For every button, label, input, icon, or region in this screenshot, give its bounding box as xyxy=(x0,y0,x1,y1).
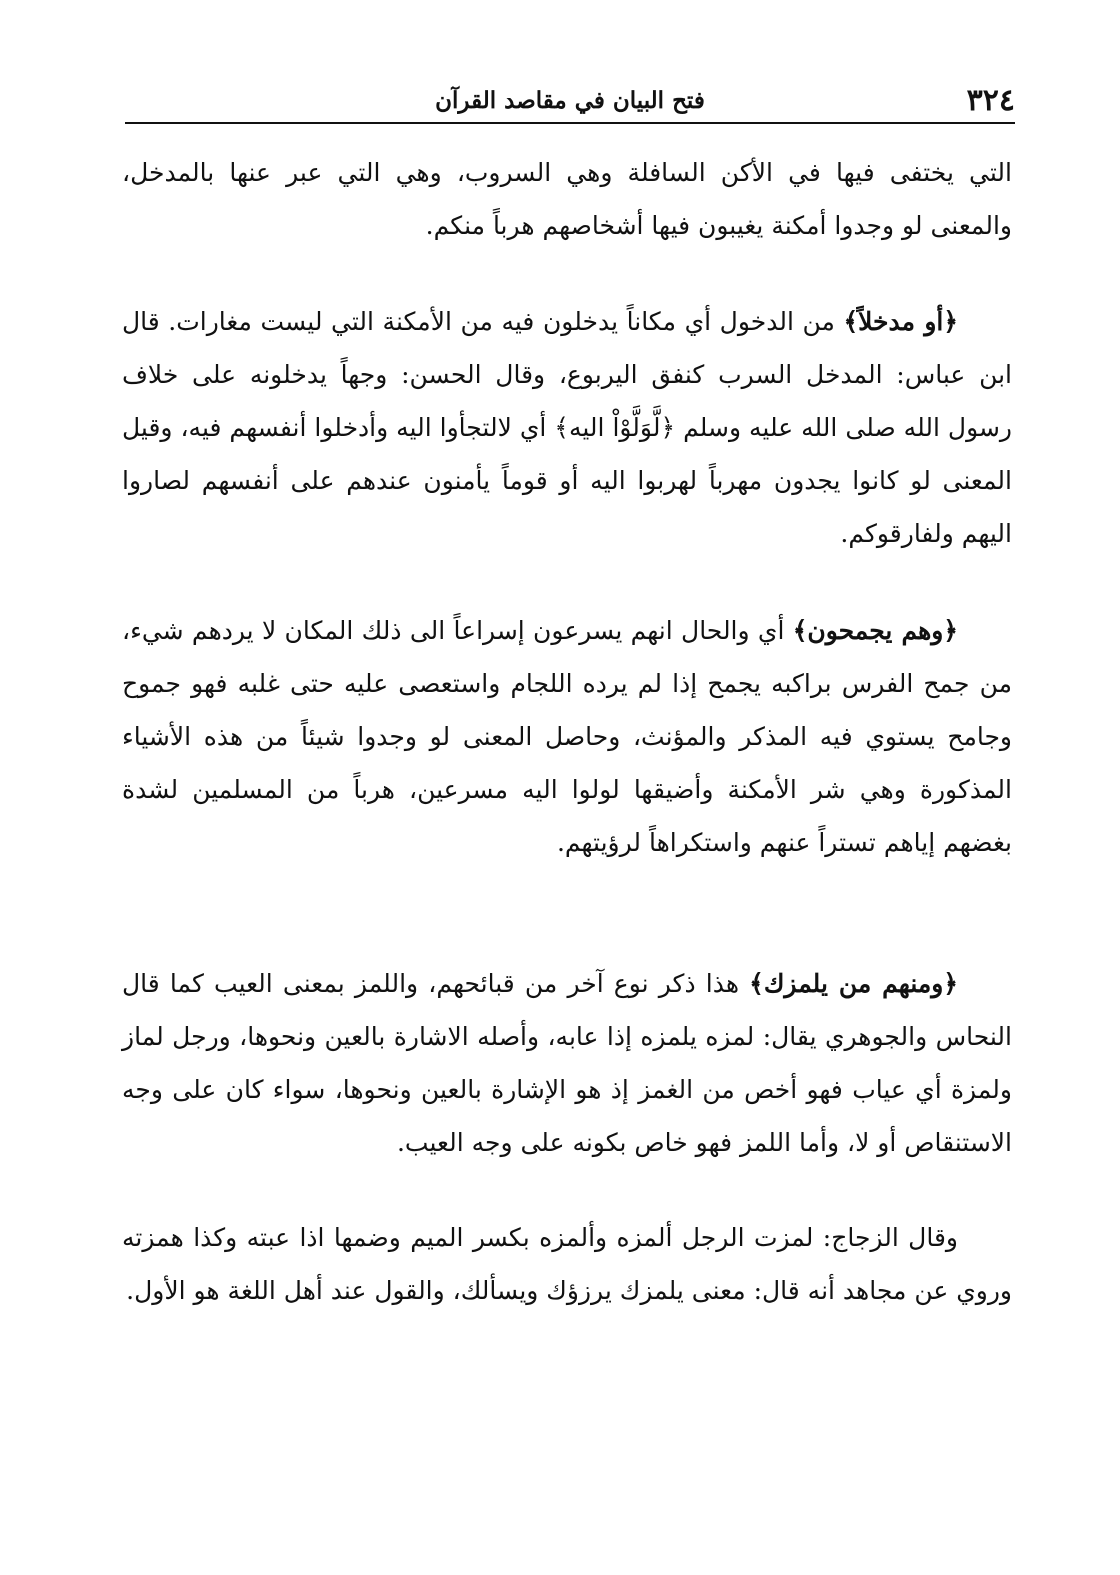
paragraph-text: هذا ذكر نوع آخر من قبائحهم، واللمز بمعنى العيب كما قال النحاس والجوهري يقال: لمزه يلمزه إذا عابه، وأصله الاشارة بالعين ونحوها، ورجل لماز ولمزة أي عياب فهو أخص من الغمز إذ هو الإشارة بالعين ونحوها، سواء كان على وجه الاستنقاص أو لا، وأما اللمز فهو خاص بكونه على وجه العيب. xyxy=(122,969,1012,1157)
paragraph-4 xyxy=(122,957,1012,1169)
paragraph-2 xyxy=(122,295,1012,560)
paragraph-text: التي يختفى فيها في الأكن السافلة وهي السروب، وهي التي عبر عنها بالمدخل، والمعنى لو وجدوا أمكنة يغيبون فيها أشخاصهم هرباً منكم. xyxy=(122,158,1012,240)
paragraph-text: وقال الزجاج: لمزت الرجل ألمزه وألمزه بكسر الميم وضمها اذا عبته وكذا همزته وروي عن مجاهد أنه قال: معنى يلمزك يرزؤك ويسألك، والقول عند أهل اللغة هو الأول. xyxy=(122,1223,1012,1305)
paragraph-1 xyxy=(122,146,1012,252)
book-title: فتح البيان في مقاصد القرآن xyxy=(435,87,705,114)
paragraph-5 xyxy=(122,1211,1012,1317)
paragraph-text: من الدخول أي مكاناً يدخلون فيه من الأمكنة التي ليست مغارات. قال ابن عباس: المدخل السرب كنفق اليربوع، وقال الحسن: وجهاً يدخلونه على خلاف رسول الله صلى الله عليه وسلم ﴿لَّوَلَّوْاْ اليه﴾ أي لالتجأوا اليه وأدخلوا أنفسهم فيه، وقيل المعنى لو كانوا يجدون مهرباً لهربوا اليه أو قوماً يأمنون عندهم على أنفسهم لصاروا اليهم ولفارقوكم. xyxy=(122,307,1012,548)
quran-quote: ﴿وهم يجمحون﴾ xyxy=(792,616,958,645)
quran-quote: ﴿أو مدخلاً﴾ xyxy=(843,307,959,336)
page-body xyxy=(122,146,1012,1317)
page-number: ٣٢٤ xyxy=(966,83,1015,118)
paragraph-text: أي والحال انهم يسرعون إسراعاً الى ذلك المكان لا يردهم شيء، من جمح الفرس براكبه يجمح إذا لم يرده اللجام واستعصى عليه حتى غلبه فهو جموح وجامح يستوي فيه المذكر والمؤنث، وحاصل المعنى لو وجدوا شيئاً من هذه الأشياء المذكورة وهي شر الأمكنة وأضيقها لولوا اليه مسرعين، هرباً من المسلمين لشدة بغضهم إياهم تستراً عنهم واستكراهاً لرؤيتهم. xyxy=(122,616,1012,857)
header-rule xyxy=(125,122,1015,124)
quran-quote: ﴿ومنهم من يلمزك﴾ xyxy=(749,969,958,998)
paragraph-3 xyxy=(122,604,1012,869)
running-header xyxy=(125,80,1015,122)
